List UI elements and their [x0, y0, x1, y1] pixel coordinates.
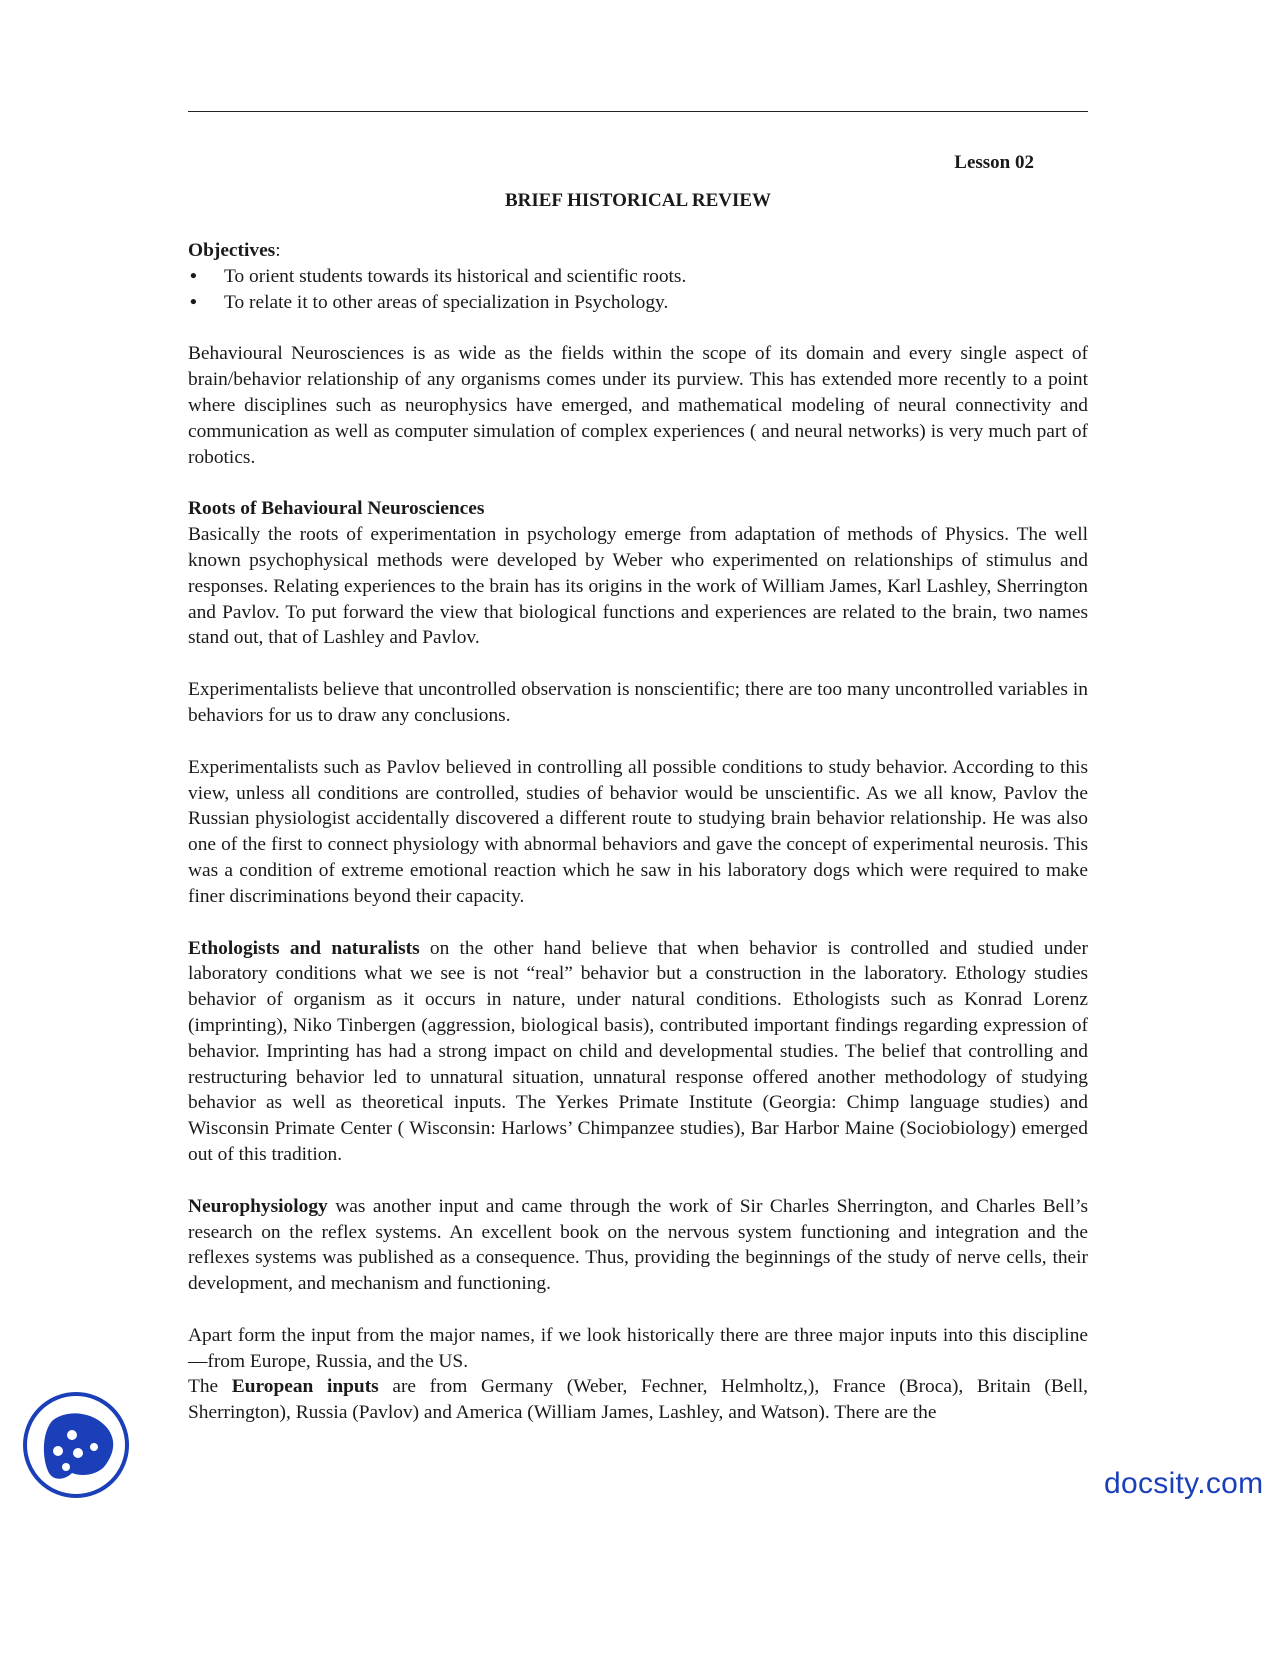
european-inputs-paragraph: The European inputs are from Germany (Weber, Fechner, Helmholtz,), France (Broca), Britain (Bell, Sherrington), Russia (Pavlov) and America (William James, Lashley, and Watson). There are the	[188, 1376, 1088, 1424]
docsity-logo-icon	[22, 1391, 130, 1499]
experimentalists-paragraph-1: Experimentalists believe that uncontrolled observation is nonscientific; there are too many uncontrolled variables in behaviors for us to draw any conclusions.	[188, 679, 1088, 726]
list-item: • To orient students towards its historical and scientific roots.	[188, 264, 1088, 290]
ethologists-lead: Ethologists and naturalists	[188, 937, 420, 959]
header-rule	[188, 111, 1088, 112]
objectives-heading: Objectives:	[188, 240, 281, 261]
experimentalists-paragraph-2: Experimentalists such as Pavlov believed in controlling all possible conditions to study behavior. According to this view, unless all conditions are controlled, studies of behavior would be unscientific. As we all know, Pavlov the Russian physiologist accidentally discovered a different route to studying brain behavior relationship. He was also one of the first to connect physiology with abnormal behaviors and gave the concept of experimental neurosis. This was a condition of extreme emotional reaction which he saw in his laboratory dogs which were required to make finer discriminations beyond their capacity.	[188, 756, 1088, 907]
roots-heading: Roots of Behavioural Neurosciences	[188, 498, 485, 520]
intro-paragraph: Behavioural Neurosciences is as wide as the fields within the scope of its domain and every single aspect of brain/behavior relationship of any organisms comes under its purview. This has extended more recently to a point where disciplines such as neurophysics have emerged, and mathematical modeling of neural connectivity and communication as well as computer simulation of complex experiences ( and neural networks) is very much part of robotics.	[188, 343, 1088, 468]
roots-paragraph: Basically the roots of experimentation in psychology emerge from adaptation of methods of Physics. The well known psychophysical methods were developed by Weber who experimented on relationships of stimulus and responses. Relating experiences to the brain has its origins in the work of William James, Karl Lashley, Sherrington and Pavlov. To put forward the view that biological functions and experiences are related to the brain, two names stand out, that of Lashley and Pavlov.	[188, 524, 1088, 649]
objectives-list	[188, 264, 1088, 316]
ethologists-paragraph: Ethologists and naturalists on the other hand believe that when behavior is controlled and studied under laboratory conditions what we see is not “real” behavior but a construction in the laboratory. Ethology studies behavior of organism as it occurs in nature, under natural conditions. Ethologists such as Konrad Lorenz (imprinting), Niko Tinbergen (aggression, biological basis), contributed important findings regarding expression of behavior. Imprinting has had a strong impact on child and developmental studies. The belief that controlling and restructuring behavior led to unnatural situation, unnatural response offered another methodology of studying behavior as well as theoretical inputs. The Yerkes Primate Institute (Georgia: Chimp language studies) and Wisconsin Primate Center ( Wisconsin: Harlows’ Chimpanzee studies), Bar Harbor Maine (Sociobiology) emerged out of this tradition.	[188, 937, 1088, 1165]
roots-section	[188, 496, 1088, 651]
document-body	[188, 238, 1088, 1426]
european-inputs-lead: European inputs	[231, 1376, 379, 1398]
lesson-number: Lesson 02	[954, 152, 1034, 173]
page-title: BRIEF HISTORICAL REVIEW	[504, 190, 772, 211]
inputs-intro-paragraph: Apart form the input from the major names, if we look historically there are three major inputs into this discipline—from Europe, Russia, and the US.	[188, 1324, 1088, 1372]
document-page	[188, 0, 1088, 1656]
neurophysiology-paragraph: Neurophysiology was another input and came through the work of Sir Charles Sherrington, and Charles Bell’s research on the reflex systems. An excellent book on the nervous system functioning and integration and the reflexes systems was published as a consequence. Thus, providing the beginnings of the study of nerve cells, their development, and mechanism and functioning.	[188, 1195, 1088, 1295]
neurophysiology-lead: Neurophysiology	[188, 1195, 328, 1217]
list-item: • To relate it to other areas of specialization in Psychology.	[188, 290, 1088, 316]
docsity-brand-text: docsity.com	[1104, 1467, 1264, 1500]
